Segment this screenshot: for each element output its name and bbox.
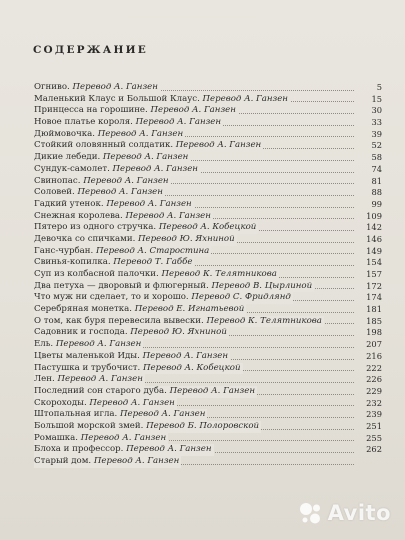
toc-entry: [34, 374, 382, 386]
toc-entry: [34, 176, 382, 188]
toc-entry: [34, 327, 382, 339]
toc-entry-text: [34, 152, 190, 164]
toc-entry-title: Соловей.: [34, 187, 75, 198]
toc-entry-translator: Перевод Е. Игнатьевой: [134, 304, 245, 315]
toc-entry-page: 216: [366, 350, 382, 361]
toc-entry-text: [34, 140, 263, 152]
toc-entry-title: Снежная королева.: [34, 210, 123, 221]
toc-entry-page: 30: [371, 105, 382, 116]
toc-entry-text: [34, 444, 214, 456]
toc-entry-title: Дикие лебеди.: [34, 152, 101, 163]
toc-entry-page: 5: [376, 82, 382, 92]
toc-entry-translator: Перевод А. Кобецкой: [158, 222, 257, 233]
toc-entry: [34, 140, 382, 152]
toc-entry: [34, 409, 382, 421]
toc-entry-text: [34, 386, 257, 398]
toc-entry-text: [34, 199, 194, 211]
toc-entry-page: 81: [371, 175, 382, 186]
toc-entry-translator: Перевод А. Ганзен: [135, 117, 222, 128]
toc-entry-page: 39: [371, 128, 382, 139]
toc-entry-text: [34, 211, 213, 223]
toc-entry-page: 58: [371, 152, 382, 163]
toc-entry: [34, 351, 382, 363]
toc-entry-page: 172: [366, 280, 382, 291]
toc-entry-text: [34, 129, 185, 141]
toc-entry-translator: Перевод А. Ганзен: [112, 163, 198, 174]
toc-entry-page: 15: [371, 93, 382, 104]
toc-entry-translator: Перевод А. Ганзен: [97, 128, 184, 139]
toc-entry-text: [34, 339, 143, 351]
toc-entry-translator: Перевод А. Ганзен: [77, 187, 163, 198]
toc-entry-text: [34, 363, 243, 375]
toc-entry: [34, 164, 382, 176]
toc-entry-text: [34, 421, 261, 433]
toc-entry-text: [34, 257, 194, 269]
toc-entry-text: [34, 351, 230, 363]
toc-entry: [34, 234, 382, 246]
toc-entry-title: Цветы маленькой Иды.: [34, 350, 140, 361]
toc-entry: [34, 211, 382, 223]
toc-entry: [34, 339, 382, 351]
toc-entry-title: Ель.: [34, 339, 54, 350]
toc-entry-translator: Перевод А. Ганзен: [102, 152, 189, 163]
toc-entry: [34, 94, 382, 106]
toc-entry-title: Стойкий оловянный солдатик.: [34, 140, 174, 151]
toc-entry: [34, 363, 382, 375]
toc-entry-page: 262: [366, 444, 382, 455]
toc-entry-title: Штопальная игла.: [34, 409, 118, 420]
page-title: СОДЕРЖАНИЕ: [33, 44, 148, 56]
toc-entry-translator: Перевод В. Цырлиной: [211, 280, 313, 291]
toc-entry-text: [34, 117, 223, 129]
toc-entry-translator: Перевод А. Ганзен: [150, 105, 236, 116]
toc-entry-page: 174: [366, 292, 382, 303]
toc-entry-text: [34, 94, 290, 106]
toc-entry-page: 239: [366, 409, 382, 420]
toc-entry-title: Ганс-чурбан.: [34, 245, 94, 256]
toc-entry: [34, 199, 382, 211]
toc-entry-translator: Перевод А. Ганзен: [120, 409, 206, 420]
toc-entry: [34, 187, 382, 199]
toc-entry-page: 255: [366, 432, 382, 443]
toc-entry-text: [34, 269, 279, 281]
toc-entry-title: Садовник и господа.: [34, 327, 128, 338]
toc-entry-translator: Перевод А. Кобецкой: [143, 362, 241, 373]
toc-entry: [34, 82, 382, 94]
toc-entry: [34, 456, 382, 468]
toc-entry: [34, 117, 382, 129]
toc-entry-translator: Перевод К. Телятникова: [206, 315, 322, 326]
toc-entry-translator: Перевод А. Ганзен: [72, 82, 158, 92]
toc-entry-page: 232: [366, 397, 382, 408]
toc-entry-title: Пастушка и трубочист.: [34, 362, 141, 373]
toc-entry-text: [34, 304, 246, 316]
toc-entry-text: [34, 409, 207, 421]
toc-entry-translator: Перевод А. Ганзен: [57, 374, 143, 385]
toc-entry: [34, 316, 382, 328]
toc-entry-title: Большой морской змей.: [34, 420, 144, 431]
toc-entry-translator: Перевод А. Ганзен: [55, 339, 142, 350]
toc-entry-translator: Перевод А. Ганзен: [125, 210, 211, 221]
toc-entry-title: Маленький Клаус и Большой Клаус.: [34, 93, 200, 104]
toc-entry-text: [34, 456, 181, 468]
toc-entry: [34, 398, 382, 410]
toc-entry: [34, 304, 382, 316]
table-of-contents: [34, 82, 382, 468]
toc-entry-text: [34, 398, 177, 410]
toc-entry-title: Сундук-самолет.: [34, 163, 110, 174]
toc-entry-text: [34, 82, 160, 94]
toc-entry-title: Ромашка.: [34, 432, 78, 443]
toc-entry-translator: Перевод Ю. Яхниной: [130, 327, 227, 338]
toc-entry-title: Лен.: [34, 374, 55, 385]
toc-entry-title: Последний сон старого дуба.: [34, 385, 167, 396]
toc-entry-text: [34, 222, 258, 234]
toc-entry-title: Гадкий утенок.: [34, 198, 104, 209]
toc-entry-translator: Перевод А. Ганзен: [106, 198, 192, 209]
toc-entry-title: Свинья-копилка.: [34, 257, 111, 268]
toc-entry-text: [34, 187, 165, 199]
toc-entry-text: [34, 327, 229, 339]
toc-entry-translator: Перевод К. Телятникова: [161, 269, 277, 279]
toc-entry-page: 207: [366, 339, 382, 350]
toc-entry-translator: Перевод А. Ганзен: [175, 140, 262, 151]
toc-entry-page: 185: [366, 315, 382, 326]
toc-entry: [34, 281, 382, 293]
toc-entry-translator: Перевод А. Ганзен: [89, 397, 175, 408]
toc-entry-translator: Перевод А. Ганзен: [83, 175, 169, 186]
avito-logo-icon: [298, 500, 324, 526]
toc-entry: [34, 222, 382, 234]
toc-entry-page: 88: [371, 187, 382, 198]
toc-entry-title: Свинопас.: [34, 175, 81, 186]
toc-entry-page: 226: [366, 374, 382, 385]
toc-entry-text: [34, 246, 211, 258]
toc-entry-title: Суп из колбасной палочки.: [34, 269, 159, 279]
toc-entry: [34, 257, 382, 269]
toc-entry-page: 142: [366, 222, 382, 233]
toc-entry: [34, 421, 382, 433]
toc-entry-page: 222: [366, 362, 382, 373]
toc-entry-text: [34, 234, 237, 246]
toc-entry: [34, 292, 382, 304]
toc-entry: [34, 386, 382, 398]
toc-entry-page: 251: [366, 420, 382, 431]
toc-entry-title: Дюймовочка.: [34, 128, 95, 139]
toc-entry-translator: Перевод А. Старостина: [96, 245, 210, 256]
toc-entry-title: Что муж ни сделает, то и хорошо.: [34, 292, 189, 303]
toc-entry-translator: Перевод А. Ганзен: [169, 385, 255, 396]
toc-entry-text: [34, 292, 293, 304]
toc-entry: [34, 269, 382, 281]
toc-entry-translator: Перевод А. Ганзен: [93, 456, 180, 466]
toc-entry-translator: Перевод Ю. Яхниной: [138, 233, 235, 244]
toc-entry: [34, 444, 382, 456]
toc-entry-page: 99: [371, 198, 382, 209]
toc-entry-translator: Перевод Б. Полоровской: [146, 420, 260, 431]
toc-entry-text: [34, 281, 314, 293]
watermark: [298, 500, 391, 526]
toc-entry: [34, 129, 382, 141]
toc-entry: [34, 433, 382, 445]
toc-entry-title: Девочка со спичками.: [34, 233, 136, 244]
watermark-text: Avito: [327, 501, 391, 525]
toc-entry-page: 74: [371, 163, 382, 174]
toc-entry-translator: Перевод А. Ганзен: [142, 350, 229, 361]
toc-entry-text: [34, 374, 145, 386]
toc-entry-translator: Перевод Т. Габбе: [113, 257, 193, 268]
toc-entry-page: 149: [366, 245, 382, 256]
toc-entry-text: [34, 176, 171, 188]
toc-entry-title: Старый дом.: [34, 456, 92, 466]
toc-entry-translator: Перевод А. Ганзен: [202, 93, 288, 104]
toc-entry-translator: Перевод А. Ганзен: [80, 432, 167, 443]
toc-entry-page: 109: [366, 210, 382, 221]
toc-entry-title: Принцесса на горошине.: [34, 105, 148, 116]
toc-entry-title: Два петуха — дворовый и флюгерный.: [34, 280, 209, 291]
toc-entry: [34, 105, 382, 117]
toc-entry-page: 157: [366, 269, 382, 279]
toc-entry: [34, 152, 382, 164]
toc-entry-page: 181: [366, 304, 382, 315]
toc-entry-title: Блоха и профессор.: [34, 444, 124, 455]
toc-entry-translator: Перевод С. Фридлянд: [191, 292, 291, 303]
toc-entry-page: 33: [371, 117, 382, 128]
toc-entry-text: [34, 164, 200, 176]
toc-entry-text: [34, 316, 324, 328]
toc-entry-title: Огниво.: [34, 82, 70, 92]
toc-entry-title: Скороходы.: [34, 397, 87, 408]
toc-entry-title: Новое платье короля.: [34, 117, 133, 128]
toc-entry-translator: Перевод А. Ганзен: [126, 444, 212, 455]
toc-entry-page: 229: [366, 385, 382, 396]
toc-entry-page: 154: [366, 257, 382, 268]
toc-entry-text: [34, 433, 168, 445]
toc-entry-text: [34, 105, 238, 117]
toc-entry: [34, 246, 382, 258]
toc-entry-title: Серебряная монетка.: [34, 304, 133, 315]
toc-entry-page: 146: [366, 233, 382, 244]
toc-entry-page: 52: [371, 140, 382, 151]
toc-entry-title: О том, как буря перевесила вывески.: [34, 315, 204, 326]
toc-entry-page: 198: [366, 327, 382, 338]
toc-entry-title: Пятеро из одного стручка.: [34, 222, 157, 233]
